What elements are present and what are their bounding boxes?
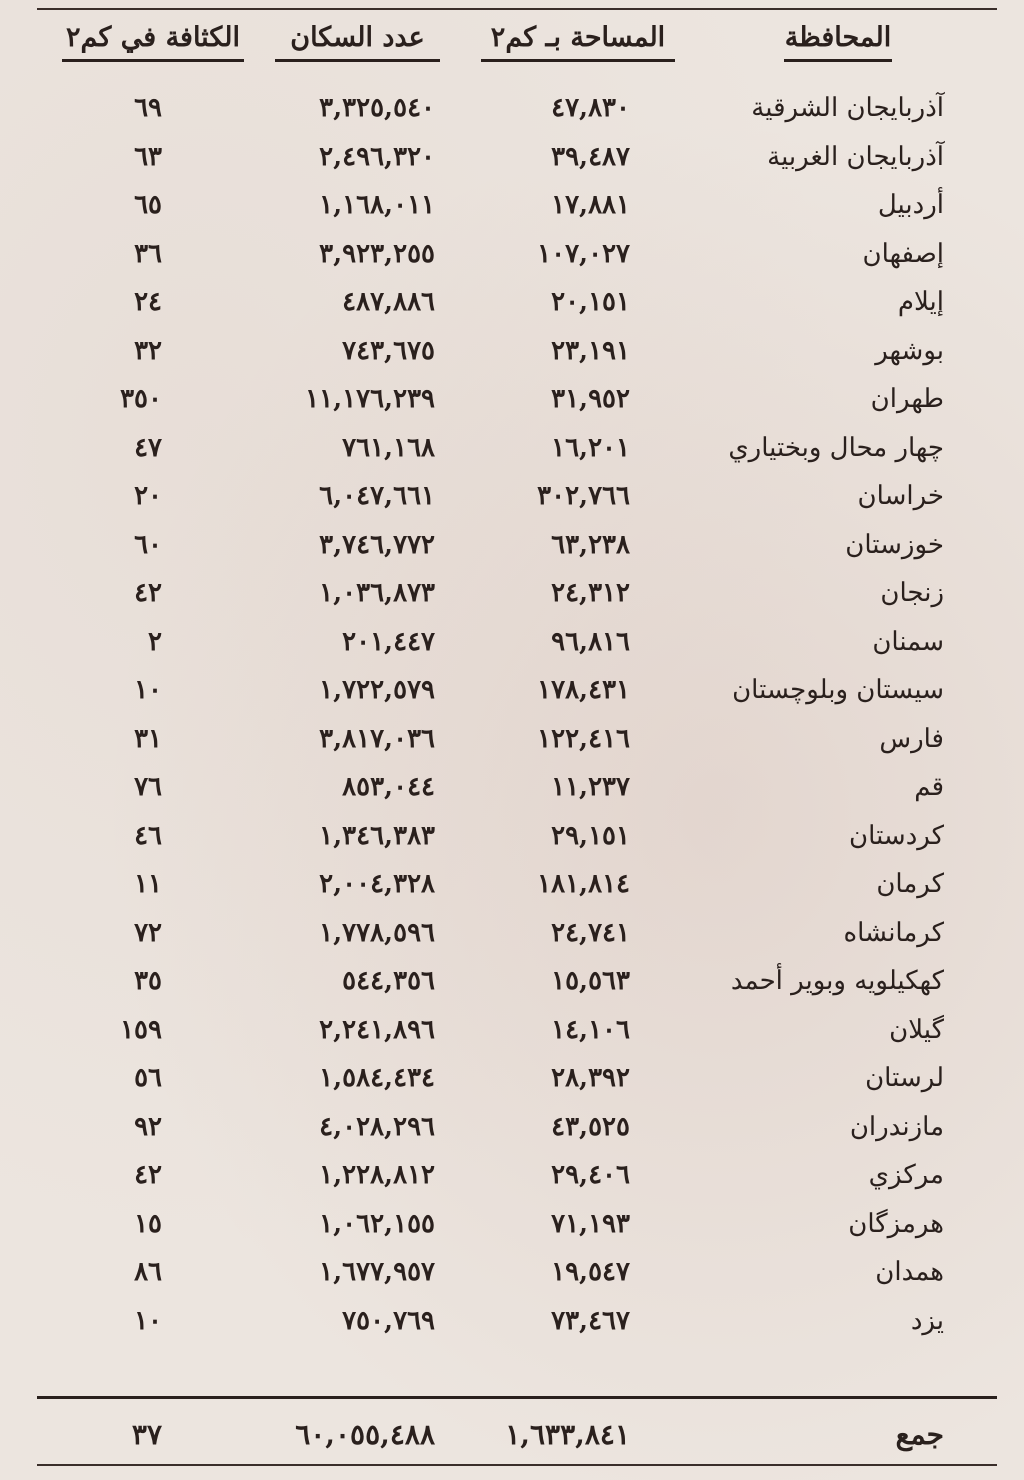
header-density <box>62 22 244 62</box>
density-cell: ٢٤ <box>134 287 162 317</box>
density-cell: ٣٢ <box>134 335 162 366</box>
top-rule <box>37 8 997 10</box>
table-row <box>0 812 1024 861</box>
table-header <box>0 18 1024 78</box>
area-cell: ٢٩,٤٠٦ <box>551 1160 630 1190</box>
table-row <box>0 1151 1024 1200</box>
table-row <box>0 230 1024 279</box>
total-separator-rule <box>37 1396 997 1399</box>
province-cell: أردبيل <box>877 190 944 220</box>
province-cell: زنجان <box>880 578 944 608</box>
table-row <box>0 472 1024 521</box>
density-cell: ١٥٩ <box>120 1014 162 1045</box>
province-cell: فارس <box>879 723 944 754</box>
table-row <box>0 278 1024 327</box>
population-cell: ١,٧٢٢,٥٧٩ <box>319 675 435 705</box>
density-cell: ٣٥ <box>134 966 162 996</box>
density-cell: ٤٧ <box>134 432 162 463</box>
header-population-label: عدد السكان <box>290 22 425 53</box>
province-cell: آذربايجان الغربية <box>767 141 944 172</box>
area-cell: ٢٤,٧٤١ <box>551 917 630 948</box>
header-underline <box>481 59 675 62</box>
population-cell: ٣,٣٢٥,٥٤٠ <box>319 93 435 123</box>
province-cell: چهار محال وبختياري <box>728 432 944 463</box>
area-cell: ١٤,١٠٦ <box>551 1014 630 1045</box>
table-row <box>0 763 1024 812</box>
area-cell: ٢٨,٣٩٢ <box>551 1063 630 1093</box>
table-row <box>0 1103 1024 1152</box>
density-cell: ٤٦ <box>134 820 162 851</box>
area-cell: ١٢٢,٤١٦ <box>537 723 630 754</box>
population-cell: ١,٠٣٦,٨٧٣ <box>319 578 435 608</box>
total-row <box>0 1410 1024 1460</box>
density-cell: ٤٢ <box>134 578 162 608</box>
population-cell: ١,٧٧٨,٥٩٦ <box>319 917 435 948</box>
province-cell: گيلان <box>889 1014 944 1045</box>
table-row <box>0 666 1024 715</box>
density-cell: ٧٢ <box>134 917 162 948</box>
table-row <box>0 375 1024 424</box>
density-cell: ٦٥ <box>134 190 162 220</box>
population-cell: ١١,١٧٦,٢٣٩ <box>305 384 435 414</box>
area-cell: ١٦,٢٠١ <box>551 432 630 463</box>
population-cell: ٤٨٧,٨٨٦ <box>342 287 435 317</box>
table-row <box>0 424 1024 473</box>
header-province <box>784 22 892 62</box>
population-cell: ٢,٠٠٤,٣٢٨ <box>319 869 435 899</box>
table-row <box>0 1297 1024 1346</box>
header-area <box>481 22 675 62</box>
area-cell: ١٩,٥٤٧ <box>551 1257 630 1287</box>
header-density-label: الكثافة في كم٢ <box>66 22 240 53</box>
area-cell: ٢٤,٣١٢ <box>551 578 630 608</box>
province-cell: إصفهان <box>862 238 944 269</box>
province-cell: سمنان <box>872 626 944 657</box>
density-cell: ١٠ <box>134 1305 162 1336</box>
province-cell: كردستان <box>849 820 944 851</box>
population-cell: ٦,٠٤٧,٦٦١ <box>319 481 435 511</box>
density-cell: ١١ <box>134 869 162 899</box>
population-cell: ١,٥٨٤,٤٣٤ <box>319 1063 435 1093</box>
province-cell: قم <box>914 772 944 802</box>
table-row <box>0 327 1024 376</box>
table-row <box>0 618 1024 667</box>
table-row <box>0 133 1024 182</box>
province-cell: آذربايجان الشرقية <box>751 93 944 123</box>
area-cell: ٧٣,٤٦٧ <box>551 1305 630 1336</box>
total-area: ١,٦٣٣,٨٤١ <box>505 1418 630 1451</box>
area-cell: ١٨١,٨١٤ <box>537 869 630 899</box>
total-density: ٣٧ <box>131 1418 162 1451</box>
population-cell: ٣,٨١٧,٠٣٦ <box>319 723 435 754</box>
header-province-label: المحافظة <box>784 22 892 53</box>
area-cell: ٦٣,٢٣٨ <box>551 529 630 560</box>
area-cell: ٣١,٩٥٢ <box>551 384 630 414</box>
density-cell: ٢ <box>148 626 162 657</box>
total-population: ٦٠,٠٥٥,٤٨٨ <box>295 1418 435 1451</box>
province-cell: خراسان <box>857 481 944 511</box>
population-cell: ٨٥٣,٠٤٤ <box>342 772 435 802</box>
table-row <box>0 1200 1024 1249</box>
province-cell: همدان <box>875 1257 944 1287</box>
density-cell: ٨٦ <box>134 1257 162 1287</box>
header-underline <box>784 59 892 62</box>
population-cell: ٥٤٤,٣٥٦ <box>342 966 435 996</box>
population-cell: ٢٠١,٤٤٧ <box>342 626 435 657</box>
population-cell: ١,٠٦٢,١٥٥ <box>319 1208 435 1239</box>
population-cell: ٣,٧٤٦,٧٧٢ <box>319 529 435 560</box>
table-row <box>0 84 1024 133</box>
population-cell: ٧٥٠,٧٦٩ <box>342 1305 435 1336</box>
province-cell: هرمزگان <box>848 1208 944 1239</box>
area-cell: ٢٣,١٩١ <box>551 335 630 366</box>
population-cell: ١,٣٤٦,٣٨٣ <box>319 820 435 851</box>
population-cell: ١,١٦٨,٠١١ <box>319 190 435 220</box>
table-row <box>0 860 1024 909</box>
density-cell: ١٥ <box>134 1208 162 1239</box>
area-cell: ٢٠,١٥١ <box>551 287 630 317</box>
province-cell: كرمانشاه <box>843 917 944 948</box>
header-underline <box>275 59 440 62</box>
area-cell: ٤٣,٥٢٥ <box>551 1111 630 1142</box>
table-row <box>0 1054 1024 1103</box>
area-cell: ٧١,١٩٣ <box>551 1208 630 1239</box>
table-row <box>0 715 1024 764</box>
area-cell: ٩٦,٨١٦ <box>551 626 630 657</box>
table-row <box>0 957 1024 1006</box>
province-cell: بوشهر <box>875 335 944 366</box>
table-row <box>0 909 1024 958</box>
province-cell: إيلام <box>897 287 944 317</box>
area-cell: ١١,٢٣٧ <box>551 772 630 802</box>
table-row <box>0 521 1024 570</box>
area-cell: ١٠٧,٠٢٧ <box>537 238 630 269</box>
header-population <box>275 22 440 62</box>
area-cell: ١٥,٥٦٣ <box>551 966 630 996</box>
header-area-label: المساحة بـ كم٢ <box>490 22 666 53</box>
province-cell: مركزي <box>868 1160 944 1190</box>
province-cell: لرستان <box>865 1063 944 1093</box>
province-cell: خوزستان <box>845 529 944 560</box>
density-cell: ٥٦ <box>134 1063 162 1093</box>
province-cell: سيستان وبلوچستان <box>732 675 944 705</box>
density-cell: ١٠ <box>134 675 162 705</box>
density-cell: ٦٠ <box>134 529 162 560</box>
table-row <box>0 1006 1024 1055</box>
area-cell: ٢٩,١٥١ <box>551 820 630 851</box>
density-cell: ٣٦ <box>134 238 162 269</box>
population-cell: ١,٢٢٨,٨١٢ <box>319 1160 435 1190</box>
population-cell: ١,٦٧٧,٩٥٧ <box>319 1257 435 1287</box>
density-cell: ٣١ <box>134 723 162 754</box>
area-cell: ١٧,٨٨١ <box>551 190 630 220</box>
density-cell: ٦٩ <box>134 93 162 123</box>
area-cell: ٤٧,٨٣٠ <box>551 93 630 123</box>
province-cell: يزد <box>910 1305 944 1336</box>
header-underline <box>62 59 244 62</box>
table-row <box>0 181 1024 230</box>
density-cell: ٣٥٠ <box>120 384 162 414</box>
density-cell: ٦٣ <box>134 141 162 172</box>
province-cell: طهران <box>870 384 944 414</box>
population-cell: ٢,٤٩٦,٣٢٠ <box>319 141 435 172</box>
population-cell: ٧٦١,١٦٨ <box>342 432 435 463</box>
density-cell: ٧٦ <box>134 772 162 802</box>
density-cell: ٤٢ <box>134 1160 162 1190</box>
bottom-rule <box>37 1464 997 1466</box>
population-cell: ٧٤٣,٦٧٥ <box>342 335 435 366</box>
density-cell: ٩٢ <box>134 1111 162 1142</box>
area-cell: ٣٩,٤٨٧ <box>551 141 630 172</box>
density-cell: ٢٠ <box>134 481 162 511</box>
area-cell: ١٧٨,٤٣١ <box>537 675 630 705</box>
population-cell: ٤,٠٢٨,٢٩٦ <box>319 1111 435 1142</box>
area-cell: ٣٠٢,٧٦٦ <box>537 481 630 511</box>
province-cell: مازندران <box>849 1111 944 1142</box>
table-row <box>0 569 1024 618</box>
province-cell: كرمان <box>876 869 944 899</box>
population-cell: ٢,٢٤١,٨٩٦ <box>319 1014 435 1045</box>
total-label: جمع <box>895 1418 944 1451</box>
table-row <box>0 1248 1024 1297</box>
population-cell: ٣,٩٢٣,٢٥٥ <box>319 238 435 269</box>
province-cell: كهكيلويه وبوير أحمد <box>730 966 944 996</box>
